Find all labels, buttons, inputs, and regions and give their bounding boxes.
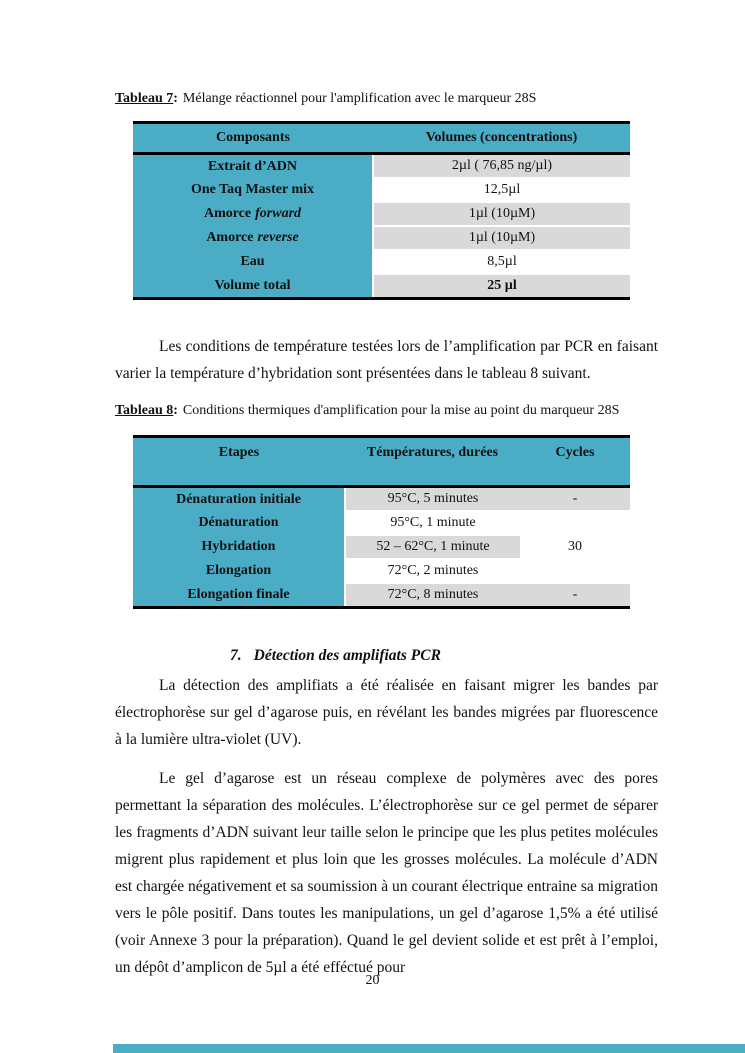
table-row — [133, 487, 630, 512]
paragraph-conditions: Les conditions de température testées lors de l’amplification par PCR en faisant varier la température d’hybridation sont présentées dans le tableau 8 suivant. — [115, 338, 658, 382]
page-number: 20 — [365, 973, 380, 988]
table7-row-value: 2µl ( 76,85 ng/µl) — [373, 154, 630, 179]
table8-row-cycles — [520, 559, 630, 583]
table8-header-cycles: Cycles — [520, 437, 630, 487]
page-content — [0, 90, 745, 981]
table8-row-label: Dénaturation initiale — [133, 487, 345, 512]
table8-row-cycles: - — [520, 487, 630, 512]
table8-caption-text: Conditions thermiques d'amplification pour la mise au point du marqueur 28S — [182, 403, 620, 418]
table-row — [133, 511, 630, 535]
table8-row-temp: 95°C, 5 minutes — [345, 487, 520, 512]
table8-row-label: Elongation — [133, 559, 345, 583]
table7-row-value: 25 µl — [373, 274, 630, 299]
table8-caption — [115, 402, 658, 420]
table8-row-temp: 95°C, 1 minute — [345, 511, 520, 535]
table8-thermal-conditions — [133, 435, 630, 609]
table8-row-cycles: - — [520, 583, 630, 608]
section-heading-detection — [115, 645, 658, 667]
table7-row-label: Amorce reverse — [133, 226, 373, 250]
table-row — [133, 250, 630, 274]
table8-row-temp: 72°C, 2 minutes — [345, 559, 520, 583]
table7-row-label: Extrait d’ADN — [133, 154, 373, 179]
table8-caption-label: Tableau 8 — [115, 403, 174, 418]
table7-header-row — [133, 123, 630, 154]
table-row — [133, 535, 630, 559]
table-row — [133, 559, 630, 583]
table8-header-row — [133, 437, 630, 487]
table7-row-value: 1µl (10µM) — [373, 226, 630, 250]
table8-row-temp: 52 – 62°C, 1 minute — [345, 535, 520, 559]
table7-row-value: 8,5µl — [373, 250, 630, 274]
table7-reaction-mix — [133, 121, 630, 300]
next-table-top-strip — [113, 1044, 745, 1053]
table-row — [133, 178, 630, 202]
table8-row-temp: 72°C, 8 minutes — [345, 583, 520, 608]
table7-row-label: Amorce forward — [133, 202, 373, 226]
section-heading-number: 7. — [230, 647, 242, 664]
table7-row-value: 12,5µl — [373, 178, 630, 202]
table8-row-cycles — [520, 511, 630, 535]
table7-row-value: 1µl (10µM) — [373, 202, 630, 226]
table7-caption — [115, 90, 658, 108]
table7-header-volumes: Volumes (concentrations) — [373, 123, 630, 154]
table8-row-label: Dénaturation — [133, 511, 345, 535]
table8-row-cycles: 30 — [520, 535, 630, 559]
table-row — [133, 274, 630, 299]
table8-row-label: Elongation finale — [133, 583, 345, 608]
table8-header-etapes: Etapes — [133, 437, 345, 487]
table-row — [133, 583, 630, 608]
table8-caption-colon: : — [173, 403, 178, 418]
section-heading-text: Détection des amplifiats PCR — [253, 647, 441, 664]
table7-row-label: Volume total — [133, 274, 373, 299]
table8-row-label: Hybridation — [133, 535, 345, 559]
table7-caption-label: Tableau 7 — [115, 91, 174, 106]
table7-caption-text: Mélange réactionnel pour l'amplification avec le marqueur 28S — [182, 91, 537, 106]
paragraph-detection: La détection des amplifiats a été réalisée en faisant migrer les bandes par électrophorèse sur gel d’agarose puis, en révélant les bandes migrées par fluorescence à la lumière ultra-violet (UV). — [115, 677, 658, 748]
table7-caption-colon: : — [173, 91, 178, 106]
table-row — [133, 154, 630, 179]
table-row — [133, 226, 630, 250]
table7-row-label: One Taq Master mix — [133, 178, 373, 202]
table-row — [133, 202, 630, 226]
table8-header-temperatures: Témpératures, durées — [345, 437, 520, 487]
table7-row-label: Eau — [133, 250, 373, 274]
table7-header-composants: Composants — [133, 123, 373, 154]
paragraph-gel-agarose: Le gel d’agarose est un réseau complexe de polymères avec des pores permettant la séparation des molécules. L’électrophorèse sur ce gel permet de séparer les fragments d’ADN suivant leur taille selon le principe que les plus petites molécules migrent plus rapidement et plus loin que les grosses molécules. La molécule d’ADN est chargée négativement et sa soumission à un courant électrique entraine sa migration vers le pôle positif. Dans toutes les manipulations, un gel d’agarose 1,5% a été utilisé (voir Annexe 3 pour la préparation). Quand le gel devient solide et est prêt à l’emploi, un dépôt d’amplicon de 5µl a été efféctué pour — [115, 770, 658, 976]
